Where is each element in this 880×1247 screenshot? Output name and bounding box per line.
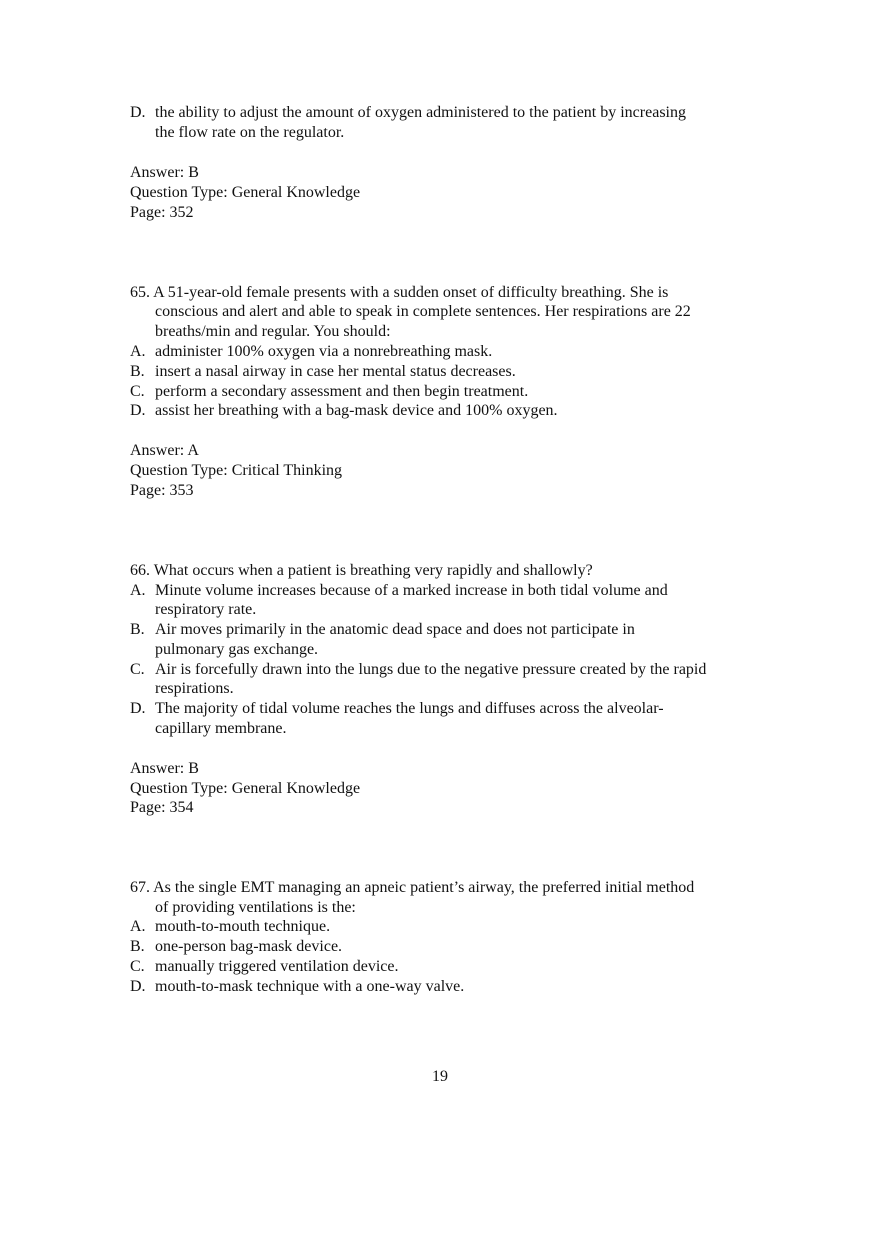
option-text: administer 100% oxygen via a nonrebreathing mask. xyxy=(155,343,493,360)
answer-line: Answer: B xyxy=(130,164,199,181)
option-label: A. xyxy=(130,343,146,360)
option-text: mouth-to-mask technique with a one-way valve. xyxy=(155,978,465,995)
page-reference-line: Page: 354 xyxy=(130,799,194,816)
option-label: C. xyxy=(130,383,145,400)
option-text-continued: capillary membrane. xyxy=(155,720,287,737)
option-text: mouth-to-mouth technique. xyxy=(155,918,331,935)
option-text-continued: respirations. xyxy=(155,680,234,697)
option-text: Air is forcefully drawn into the lungs due to the negative pressure created by the rapid xyxy=(155,661,707,678)
option-text: insert a nasal airway in case her mental status decreases. xyxy=(155,363,516,380)
question-type-line: Question Type: General Knowledge xyxy=(130,780,361,797)
question-stem-continued: breaths/min and regular. You should: xyxy=(155,323,391,340)
question-stem: 65. A 51-year-old female presents with a sudden onset of difficulty breathing. She is xyxy=(130,284,669,301)
answer-line: Answer: B xyxy=(130,760,199,777)
option-text: assist her breathing with a bag-mask device and 100% oxygen. xyxy=(155,402,558,419)
question-type-line: Question Type: Critical Thinking xyxy=(130,462,343,479)
question-stem-continued: conscious and alert and able to speak in complete sentences. Her respirations are 22 xyxy=(155,303,691,320)
option-label: B. xyxy=(130,363,145,380)
option-text-continued: the flow rate on the regulator. xyxy=(155,124,345,141)
option-label: D. xyxy=(130,978,146,995)
option-text: Minute volume increases because of a marked increase in both tidal volume and xyxy=(155,582,668,599)
page-number: 19 xyxy=(432,1068,448,1085)
page-reference-line: Page: 353 xyxy=(130,482,194,499)
option-text-continued: respiratory rate. xyxy=(155,601,257,618)
option-label: C. xyxy=(130,661,145,678)
option-label: A. xyxy=(130,918,146,935)
option-label: B. xyxy=(130,621,145,638)
option-label: D. xyxy=(130,104,146,121)
question-stem-continued: of providing ventilations is the: xyxy=(155,899,356,916)
option-text-continued: pulmonary gas exchange. xyxy=(155,641,319,658)
option-text: manually triggered ventilation device. xyxy=(155,958,399,975)
option-text: Air moves primarily in the anatomic dead space and does not participate in xyxy=(155,621,635,638)
question-type-line: Question Type: General Knowledge xyxy=(130,184,361,201)
question-stem: 67. As the single EMT managing an apneic patient’s airway, the preferred initial method xyxy=(130,879,695,896)
option-label: D. xyxy=(130,700,146,717)
option-text: The majority of tidal volume reaches the lungs and diffuses across the alveolar- xyxy=(155,700,664,717)
option-label: D. xyxy=(130,402,146,419)
option-text: one-person bag-mask device. xyxy=(155,938,343,955)
option-label: A. xyxy=(130,582,146,599)
option-label: B. xyxy=(130,938,145,955)
answer-line: Answer: A xyxy=(130,442,199,459)
option-text: perform a secondary assessment and then begin treatment. xyxy=(155,383,529,400)
page-reference-line: Page: 352 xyxy=(130,204,194,221)
question-stem: 66. What occurs when a patient is breathing very rapidly and shallowly? xyxy=(130,562,593,579)
option-text: the ability to adjust the amount of oxygen administered to the patient by increasing xyxy=(155,104,686,121)
option-label: C. xyxy=(130,958,145,975)
